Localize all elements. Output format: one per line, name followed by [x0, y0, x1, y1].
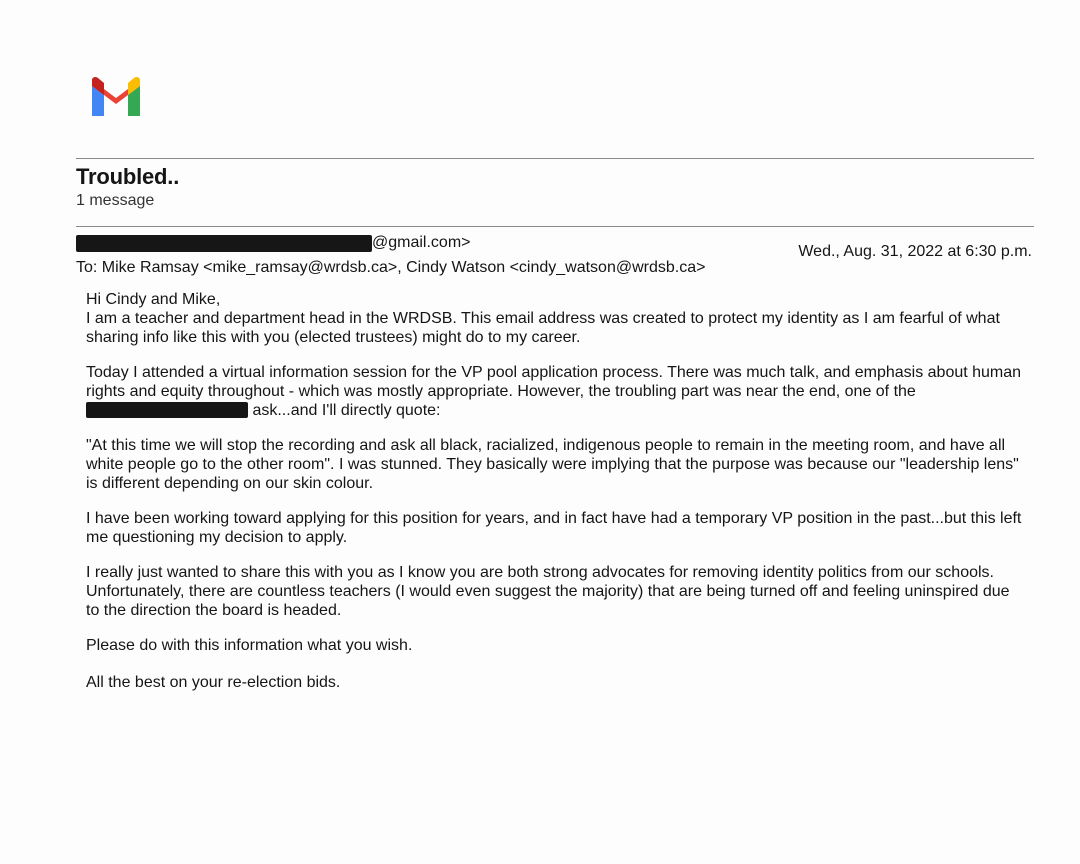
email-body: [86, 290, 1026, 708]
greeting: Hi Cindy and Mike,: [86, 291, 221, 308]
paragraph-identity: I am a teacher and department head in the WRDSB. This email address was created to protect my identity as I am fearful of what sharing info like this with you (elected trustees) might do to my career.: [86, 310, 1000, 346]
paragraph-session-quote-intro: ask...and I'll directly quote:: [252, 402, 441, 419]
gmail-icon: [88, 76, 144, 120]
sender-email-domain: @gmail.com>: [372, 234, 471, 251]
message-date: Wed., Aug. 31, 2022 at 6:30 p.m.: [798, 243, 1032, 260]
message-count: 1 message: [76, 192, 155, 209]
redacted-presenter-name: [86, 402, 248, 418]
recipients-line: To: Mike Ramsay <mike_ramsay@wrdsb.ca>, Cindy Watson <cindy_watson@wrdsb.ca>: [76, 259, 706, 276]
header-divider: [76, 158, 1034, 159]
paragraph-session: [86, 363, 1026, 420]
paragraph-session-text: Today I attended a virtual information session for the VP pool application process. There was much talk, and emphasis about human rights and equity throughout - which was mostly appropriate. However, the troubling part was near the end, one of the: [86, 364, 1022, 400]
email-subject: Troubled..: [76, 164, 180, 189]
paragraph-concern: I really just wanted to share this with you as I know you are both strong advocates for removing identity politics from our schools. Unfortunately, there are countless teachers (I would even suggest the majority) that are being turned off and feeling uninspired due to the direction the board is headed.: [86, 564, 1010, 619]
redacted-sender-name: [76, 235, 372, 252]
sender-line: [76, 234, 471, 252]
subject-divider: [76, 226, 1034, 227]
paragraph-career: I have been working toward applying for this position for years, and in fact have had a temporary VP position in the past...but this left me questioning my decision to apply.: [86, 510, 1022, 546]
paragraph-quote: "At this time we will stop the recording and ask all black, racialized, indigenous people to remain in the meeting room, and have all white people go to the other room". I was stunned. They basically were implying that the purpose was because our "leadership lens" is different depending on our skin colour.: [86, 437, 1019, 492]
paragraph-closing: All the best on your re-election bids.: [86, 674, 341, 691]
paragraph-request: Please do with this information what you wish.: [86, 637, 413, 654]
